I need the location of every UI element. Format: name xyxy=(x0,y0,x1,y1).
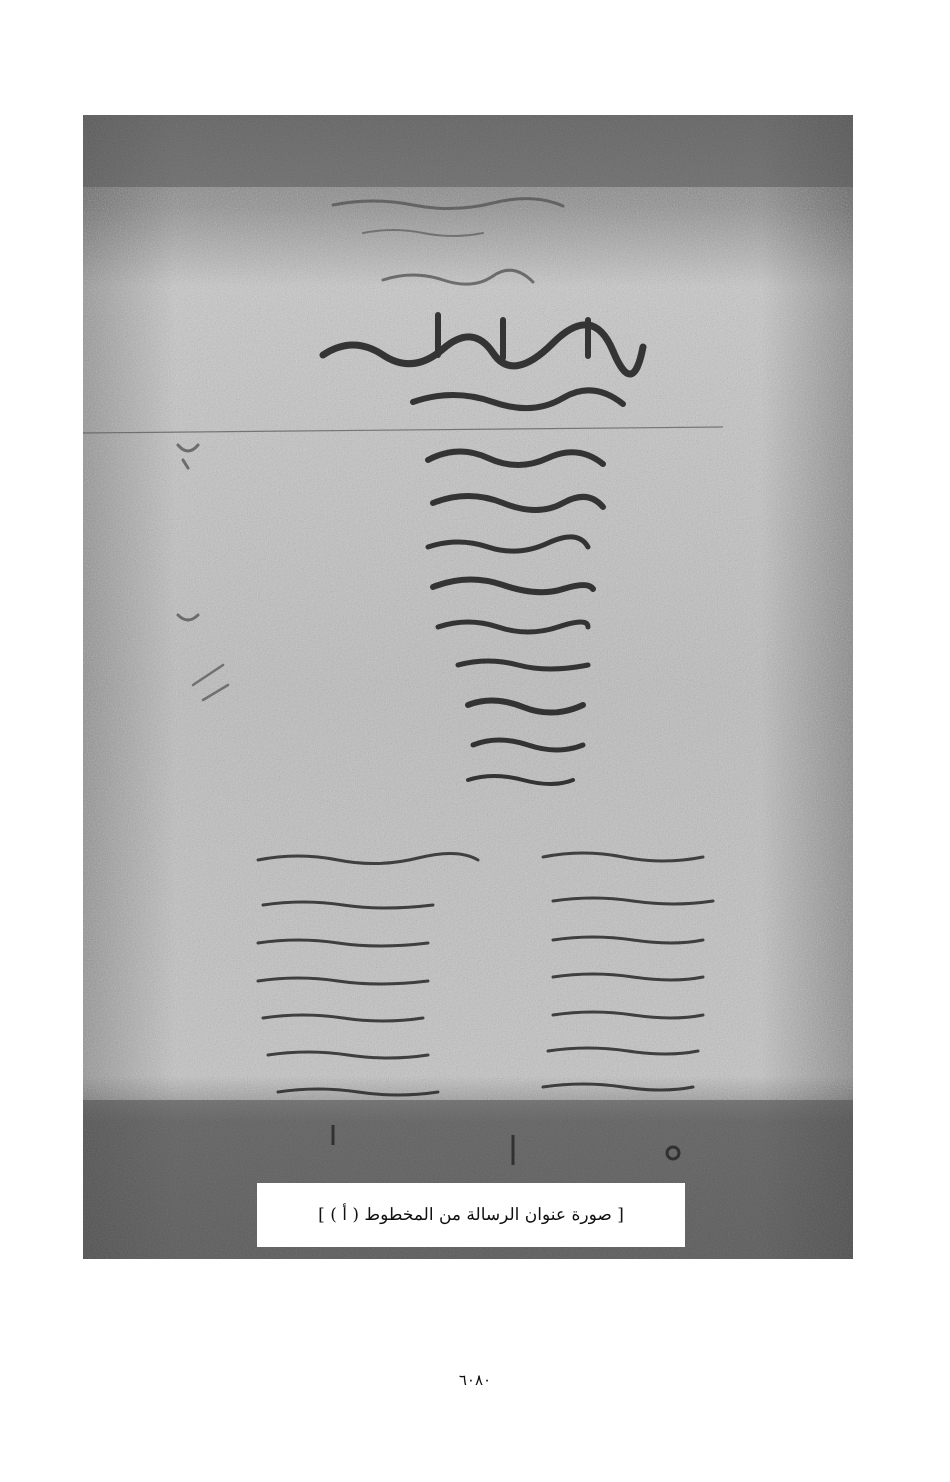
manuscript-photo xyxy=(83,115,853,1259)
figure-caption: [ صورة عنوان الرسالة من المخطوط ( أ ) ] xyxy=(318,1205,624,1225)
figure-caption-box xyxy=(257,1183,685,1247)
manuscript-image xyxy=(83,115,853,1259)
page-number: ٦٠٨٠ xyxy=(458,1371,492,1389)
